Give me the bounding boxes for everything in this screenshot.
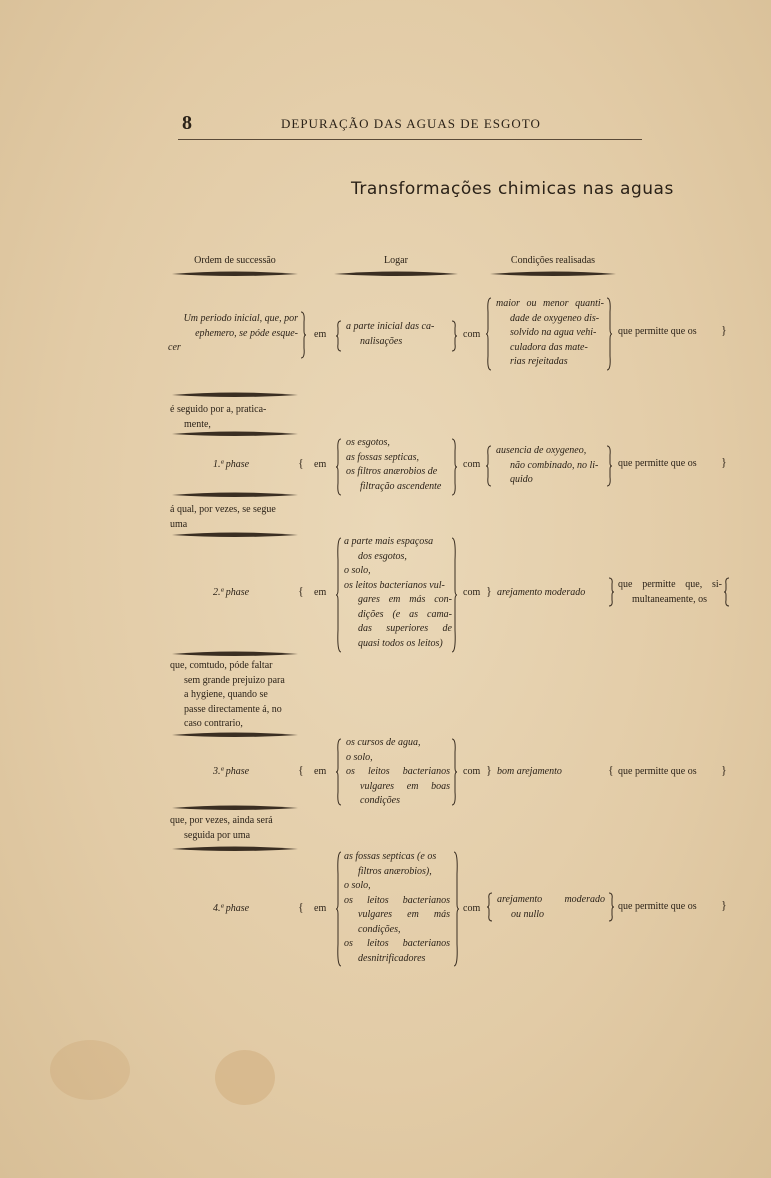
text-line: condições,: [358, 923, 401, 935]
running-title: DEPURAÇÃO DAS AGUAS DE ESGOTO: [281, 116, 541, 131]
text-line: mente,: [184, 418, 211, 430]
table-title: Transformações chimicas nas aguas: [351, 179, 674, 199]
word-com: com: [463, 459, 481, 470]
ornament-rule: [172, 270, 298, 278]
phase-label: 3.ª phase: [213, 766, 250, 777]
text-line: rias rejeitadas: [510, 356, 568, 367]
word-em: em: [314, 587, 327, 598]
brace: [486, 893, 493, 921]
text-line: o solo,: [346, 751, 373, 763]
brace: }: [486, 763, 492, 777]
text-line: as fossas septicas,: [346, 451, 420, 463]
text-line: desnitrificadores: [358, 952, 426, 964]
text-line: a parte inicial das ca-: [346, 321, 435, 332]
brace: [335, 439, 342, 495]
brace: [608, 893, 615, 921]
text-line: das superiores de: [358, 623, 452, 634]
brace: [485, 298, 492, 370]
result-text: que permitte que os: [618, 458, 697, 469]
word-com: com: [463, 766, 481, 777]
text-line: a hygiene, quando se: [184, 689, 268, 700]
text-line: vulgares em boas: [360, 780, 450, 792]
text-line: nalisações: [360, 335, 403, 347]
text-line: o solo,: [344, 565, 371, 576]
text-line: Um periodo inicial, que, por: [183, 313, 298, 324]
ornament-rule: [172, 731, 298, 739]
text-line: passe directamente á, no: [184, 703, 282, 715]
text-line: gares em más con-: [358, 594, 452, 605]
ornament-rule: [172, 845, 298, 853]
phase-label: 2.ª phase: [213, 587, 250, 598]
brace: [608, 578, 615, 606]
brace: {: [298, 763, 304, 777]
text-line: ausencia de oxygeneo,: [496, 445, 587, 456]
conditions-text: [497, 893, 605, 922]
logar-text: [346, 436, 452, 494]
brace: {: [298, 584, 304, 598]
result-text: que permitte que os: [618, 766, 697, 777]
text-line: filtros anærobios),: [358, 865, 432, 877]
text-line: quido: [510, 474, 533, 485]
conditions-text: arejamento moderado: [497, 587, 586, 598]
initial-period-text: [160, 312, 298, 356]
column-header-conditions: Condições realisadas: [510, 255, 596, 266]
text-line: ou nullo: [511, 908, 545, 920]
word-em: em: [314, 766, 327, 777]
text-line: ephemero, se póde esque-: [195, 327, 298, 339]
text-line: que, por vezes, ainda será: [170, 815, 273, 826]
ornament-rule: [172, 491, 298, 499]
ornament-rule: [172, 430, 298, 438]
brace: [606, 298, 613, 370]
text-line: não combinado, no li-: [510, 459, 599, 471]
text-line: dade de oxygeneo dis-: [510, 312, 600, 324]
word-em: em: [314, 459, 327, 470]
word-com: com: [463, 587, 481, 598]
brace: [485, 446, 492, 486]
text-line: os filtros anærobios de: [346, 466, 438, 477]
text-line: os leitos bacterianos: [346, 766, 450, 777]
brace: [300, 312, 307, 358]
foxing-stain: [50, 1040, 130, 1100]
connector-text: [170, 403, 310, 432]
word-com: com: [463, 329, 481, 340]
ornament-rule: [172, 804, 298, 812]
text-line: arejamento moderado: [497, 894, 605, 905]
ornament-rule: [490, 270, 616, 278]
brace: [723, 578, 730, 606]
brace: [606, 446, 613, 486]
brace: [453, 852, 460, 966]
result-text: que permitte que os: [618, 901, 697, 912]
brace: {: [608, 763, 614, 777]
column-header-order: Ordem de successão: [194, 255, 276, 266]
text-line: vulgares em más: [358, 909, 450, 920]
ornament-rule: [172, 531, 298, 539]
text-line: solvido na agua vehi-: [510, 327, 597, 338]
text-line: a parte mais espaçosa: [344, 536, 434, 547]
brace: }: [721, 898, 727, 912]
text-line: as fossas septicas (e os: [344, 851, 437, 862]
column-header-logar: Logar: [384, 255, 408, 266]
brace: [451, 739, 458, 805]
text-line: os leitos bacterianos vul-: [344, 579, 445, 591]
text-line: sem grande prejuizo para: [184, 674, 285, 686]
brace: [335, 321, 342, 351]
header-rule: [178, 139, 642, 140]
ornament-rule: [334, 270, 458, 278]
logar-text: [346, 736, 450, 809]
word-em: em: [314, 329, 327, 340]
text-line: o solo,: [344, 880, 371, 891]
text-line: dições (e as cama-: [358, 608, 452, 620]
conditions-text: bom arejamento: [497, 766, 562, 777]
brace: }: [486, 584, 492, 598]
text-line: dos esgotos,: [358, 550, 407, 562]
page-number: 8: [182, 112, 192, 134]
brace: [335, 852, 342, 966]
ornament-rule: [172, 650, 298, 658]
text-line: caso contrario,: [184, 718, 243, 729]
conditions-text: [496, 297, 604, 370]
text-line: que permitte que, si-: [618, 579, 722, 590]
text-line: os leitos bacterianos: [344, 938, 450, 949]
text-line: cer: [168, 342, 181, 353]
brace: [335, 739, 342, 805]
text-line: uma: [170, 518, 188, 530]
text-line: maior ou menor quanti-: [496, 298, 604, 309]
text-line: á qual, por vezes, se segue: [170, 504, 276, 515]
text-line: quasi todos os leitos): [358, 637, 443, 649]
logar-text: [344, 850, 450, 966]
text-line: multaneamente, os: [632, 593, 707, 605]
connector-text: [170, 503, 310, 532]
text-line: filtração ascendente: [360, 480, 442, 492]
logar-text: [344, 535, 452, 651]
word-em: em: [314, 903, 327, 914]
connector-text: [170, 659, 310, 732]
result-text: que permitte que os: [618, 326, 697, 337]
connector-text: [170, 814, 310, 843]
text-line: culadora das mate-: [510, 341, 588, 353]
brace: }: [721, 455, 727, 469]
brace: }: [721, 323, 727, 337]
phase-label: 4.ª phase: [213, 903, 250, 914]
brace: {: [298, 456, 304, 470]
brace: [451, 321, 458, 351]
foxing-stain: [215, 1050, 275, 1105]
word-com: com: [463, 903, 481, 914]
text-line: que, comtudo, póde faltar: [170, 660, 273, 671]
text-line: os leitos bacterianos: [344, 894, 450, 906]
brace: {: [298, 900, 304, 914]
brace: [451, 538, 458, 652]
logar-text: [346, 320, 452, 349]
result-text: [618, 578, 722, 607]
brace: }: [721, 763, 727, 777]
ornament-rule: [172, 391, 298, 399]
phase-label: 1.ª phase: [213, 459, 250, 470]
text-line: os cursos de agua,: [346, 737, 421, 748]
brace: [451, 439, 458, 495]
conditions-text: [496, 444, 604, 488]
text-line: condições: [360, 795, 400, 806]
text-line: é seguido por a, pratica-: [170, 404, 267, 415]
text-line: os esgotos,: [346, 437, 390, 448]
brace: [335, 538, 342, 652]
text-line: seguida por uma: [184, 829, 251, 841]
